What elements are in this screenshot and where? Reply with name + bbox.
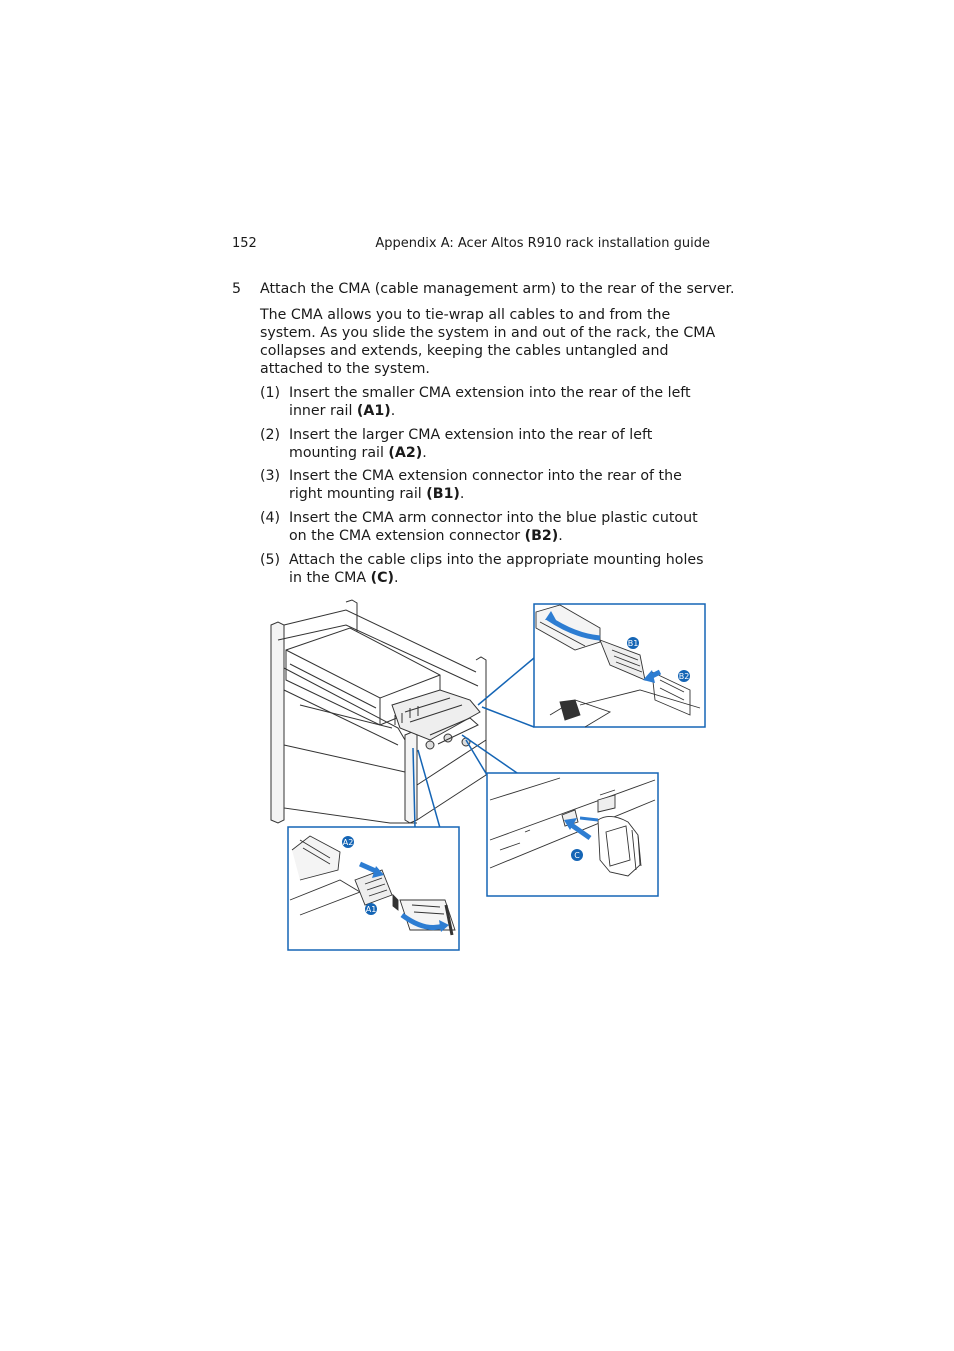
- svg-text:C: C: [574, 851, 580, 860]
- callout-a2: [342, 836, 354, 848]
- substep-number: (5): [260, 552, 281, 568]
- callout-b1: [627, 637, 639, 649]
- substep-text: Insert the smaller CMA extension into the rear of the left inner rail (A1).: [289, 385, 691, 419]
- substep-number: (3): [260, 468, 281, 484]
- inset-a: [288, 827, 459, 950]
- svg-text:A2: A2: [342, 838, 354, 847]
- callout-a1: [365, 903, 377, 915]
- inset-b: [534, 604, 705, 727]
- callout-b2: [678, 670, 690, 682]
- svg-text:A1: A1: [365, 905, 377, 914]
- substep-text: Attach the cable clips into the appropriate mounting holes in the CMA (C).: [289, 552, 704, 586]
- substep-ref: (B1): [426, 486, 460, 502]
- svg-text:B2: B2: [678, 672, 690, 681]
- substep-text: Insert the CMA arm connector into the blue plastic cutout on the CMA extension connector (B2).: [289, 510, 698, 544]
- substep-ref: (B2): [524, 528, 559, 544]
- substep-ref: (A2): [388, 445, 423, 461]
- svg-text:B1: B1: [627, 639, 639, 648]
- step-number: 5: [232, 281, 242, 297]
- substep-ref: (A1): [356, 403, 391, 419]
- callout-c: [571, 849, 583, 861]
- rack-illustration: [271, 600, 486, 823]
- substep-ref: (C): [370, 570, 394, 586]
- substep-number: (1): [260, 385, 281, 401]
- page-number: 152: [232, 236, 257, 251]
- intro-paragraph: The CMA allows you to tie-wrap all cables to and from the system. As you slide the system in and out of the rack, the CMA collapses and extends, keeping the cables untangled and attached to the system.: [260, 307, 716, 377]
- inset-c: [487, 773, 658, 896]
- step-text: Attach the CMA (cable management arm) to the rear of the server.: [260, 281, 735, 297]
- running-header: Appendix A: Acer Altos R910 rack installation guide: [375, 236, 710, 251]
- substep-number: (4): [260, 510, 281, 526]
- substep-text: Insert the larger CMA extension into the rear of left mounting rail (A2).: [289, 427, 653, 461]
- substep-number: (2): [260, 427, 281, 443]
- substep-text: Insert the CMA extension connector into the rear of the right mounting rail (B1).: [289, 468, 682, 502]
